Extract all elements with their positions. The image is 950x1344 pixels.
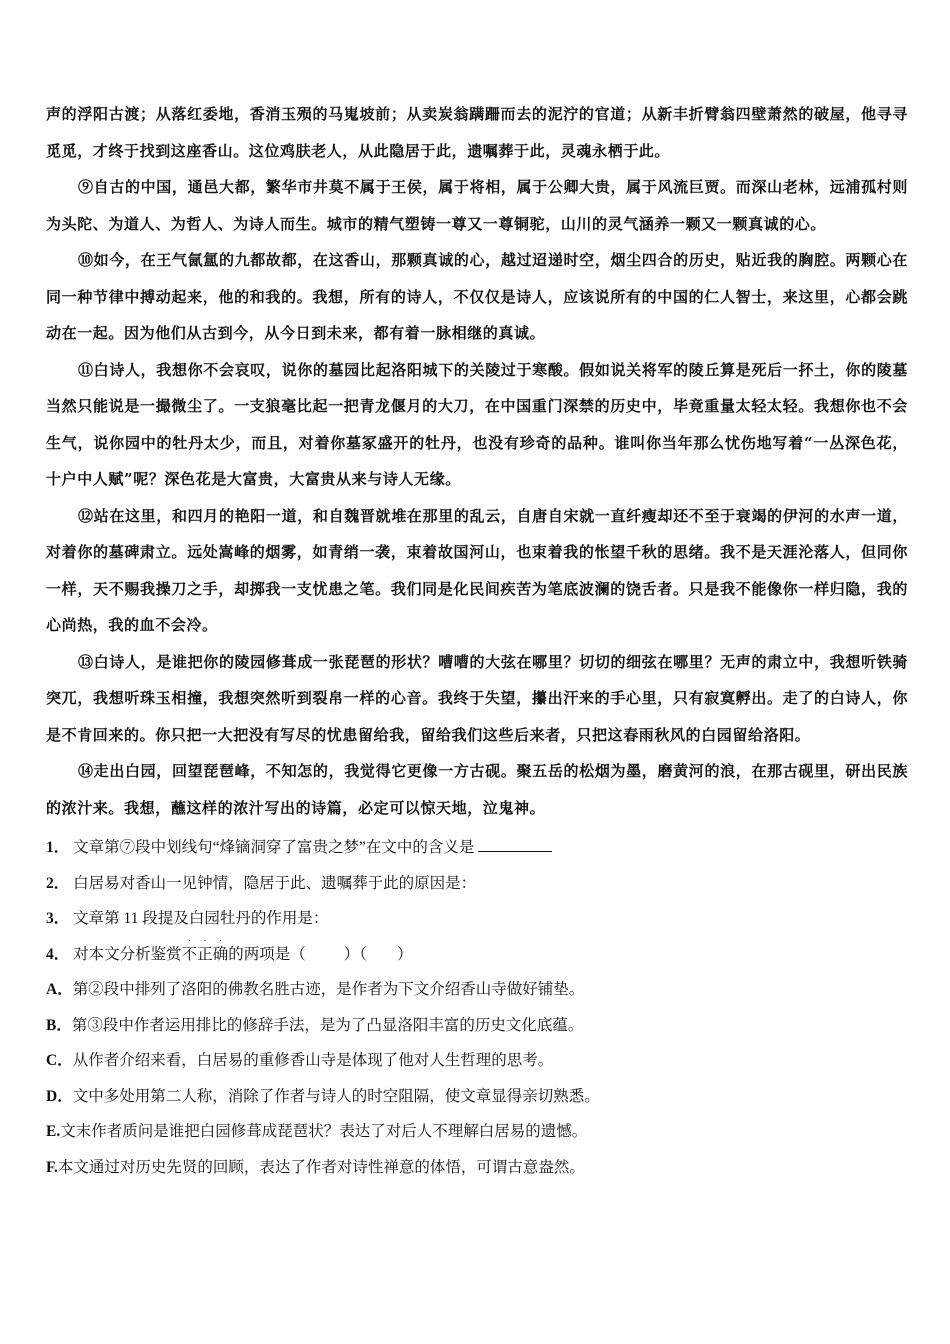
paragraph-11: ⑪白诗人，我想你不会哀叹，说你的墓园比起洛阳城下的关陵过于寒酸。假如说关将军的陵丘算是死后一抔土，你的陵墓当然只能说是一撮微尘了。一支狼毫比起一把青龙偃月的大刀，在中国重门深禁的历史中，毕竟重量太轻太轻。我想你也不会生气，说你园中的牡丹太少，而且，对着你墓冢盛开的牡丹，也没有珍奇的品种。谁叫你当年那么忧伤地写着“一丛深色花，十户中人赋”呢？深色花是大富贵，大富贵从来与诗人无缘。 <box>46 360 908 488</box>
option-label: C． <box>46 1052 73 1069</box>
answer-blank[interactable] <box>478 837 552 852</box>
option-label: E. <box>46 1123 61 1140</box>
question-text-before: 对本文分析鉴赏 <box>73 945 182 963</box>
question-number: 2． <box>46 874 70 892</box>
question-number: 4． <box>46 945 70 963</box>
option-text: 本文通过对历史先贤的回顾，表达了作者对诗性禅意的体悟，可谓古意盎然。 <box>57 1158 585 1176</box>
paragraph-continued: 声的浮阳古渡；从落红委地，香消玉殒的马嵬坡前；从卖炭翁蹒跚而去的泥泞的官道；从新丰折臂翁四壁萧然的破屋，他寻寻觅觅，才终于找到这座香山。这位鸡肤老人，从此隐居于此，遗嘱葬于此，灵魂永栖于此。 <box>46 105 908 160</box>
option-text: 文中多处用第二人称，消除了作者与诗人的时空阻隔，使文章显得亲切熟悉。 <box>72 1087 600 1105</box>
option-c <box>46 1043 908 1079</box>
question-2 <box>46 866 908 902</box>
paragraph-14: ⑭走出白园，回望琵琶峰，不知怎的，我觉得它更像一方古砚。聚五岳的松烟为墨，磨黄河的浪，在那古砚里，研出民族的浓汁来。我想，蘸这样的浓汁写出的诗篇，必定可以惊天地，泣鬼神。 <box>46 762 908 817</box>
option-d <box>46 1079 908 1115</box>
option-e <box>46 1114 908 1150</box>
question-section <box>46 830 908 1185</box>
option-label: F. <box>46 1158 58 1176</box>
option-label: D． <box>46 1087 73 1105</box>
emphasis-dot: · <box>203 935 207 947</box>
option-text: 从作者介绍来看，白居易的重修香山寺是体现了他对人生哲理的思考。 <box>72 1052 554 1069</box>
emphasis-char: · 确 <box>212 935 229 963</box>
option-b <box>46 1008 908 1044</box>
question-number: 3． <box>46 910 70 927</box>
question-3 <box>46 901 908 937</box>
paren-mid: ）（ <box>343 945 367 963</box>
question-4 <box>46 937 908 973</box>
emphasis-dot: · <box>218 935 223 947</box>
option-f <box>46 1150 908 1186</box>
emphasis-dot: · <box>187 935 192 947</box>
emphasis-char: · 正 <box>197 935 213 963</box>
question-text: 白居易对香山一见钟情，隐居于此、遗嘱葬于此的原因是： <box>73 874 477 892</box>
option-label: A． <box>46 981 73 998</box>
paragraph-13: ⑬白诗人，是谁把你的陵园修葺成一张琵琶的形状？嘈嘈的大弦在哪里？切切的细弦在哪里？无声的肃立中，我想听铁骑突兀，我想听珠玉相撞，我想突然听到裂帛一样的心音。我终于失望，攥出汗来的手心里，只有寂寞孵出。走了的白诗人，你是不肯回来的。你只把一大把没有写尽的忧患留给我，留给我们这些后来者，只把这春雨秋风的白园留给洛阳。 <box>46 652 908 744</box>
option-text: 第③段中作者运用排比的修辞手法，是为了凸显洛阳丰富的历史文化底蕴。 <box>71 1016 584 1034</box>
question-text: 文章第 11 段提及白园牡丹的作用是： <box>73 910 329 927</box>
option-text: 第②段中排列了洛阳的佛教名胜古迹，是作者为下文介绍香山寺做好铺垫。 <box>72 981 585 998</box>
question-number: 1． <box>46 839 70 856</box>
option-label: B． <box>46 1016 72 1034</box>
option-a <box>46 972 908 1008</box>
paragraph-12: ⑫站在这里，和四月的艳阳一道，和自魏晋就堆在那里的乱云，自唐自宋就一直纤瘦却还不至于衰竭的伊河的水声一道，对着你的墓碑肃立。远处嵩峰的烟雾，如青绡一袭，束着故国河山，也束着我的怅望千秋的思绪。我不是天涯沦落人，但同你一样，天不赐我操刀之手，却掷我一支忧患之笔。我们同是化民间疾苦为笔底波澜的饶舌者。只是我不能像你一样归隐，我的心尚热，我的血不会冷。 <box>46 506 908 634</box>
article-body <box>46 96 908 826</box>
paragraph-9: ⑨自古的中国，通邑大都，繁华市井莫不属于王侯，属于将相，属于公卿大贵，属于风流巨贾。而深山老林，远浦孤村则为头陀、为道人、为哲人、为诗人而生。城市的精气塑铸一尊又一尊铜驼，山川的灵气涵养一颗又一颗真诚的心。 <box>46 178 908 233</box>
paragraph-10: ⑩如今，在王气氤氲的九都故都，在这香山，那颗真诚的心，越过迢递时空，烟尘四合的历史，贴近我的胸腔。两颗心在同一种节律中搏动起来，他的和我的。我想，所有的诗人，不仅仅是诗人，应该说所有的中国的仁人智士，来这里，心都会跳动在一起。因为他们从古到今，从今日到未来，都有着一脉相继的真诚。 <box>46 251 908 342</box>
emphasis-char: · 不 <box>181 935 198 963</box>
document-page <box>46 96 908 1185</box>
question-text: 文章第⑦段中划线句“烽镝洞穿了富贵之梦”在文中的含义是 <box>73 839 475 856</box>
option-text: 文末作者质问是谁把白园修葺成琵琶状？表达了对后人不理解白居易的遗憾。 <box>60 1123 588 1140</box>
paren-end: ） <box>396 945 413 963</box>
question-1 <box>46 830 908 866</box>
question-text-after: 的两项是（ <box>228 945 306 963</box>
